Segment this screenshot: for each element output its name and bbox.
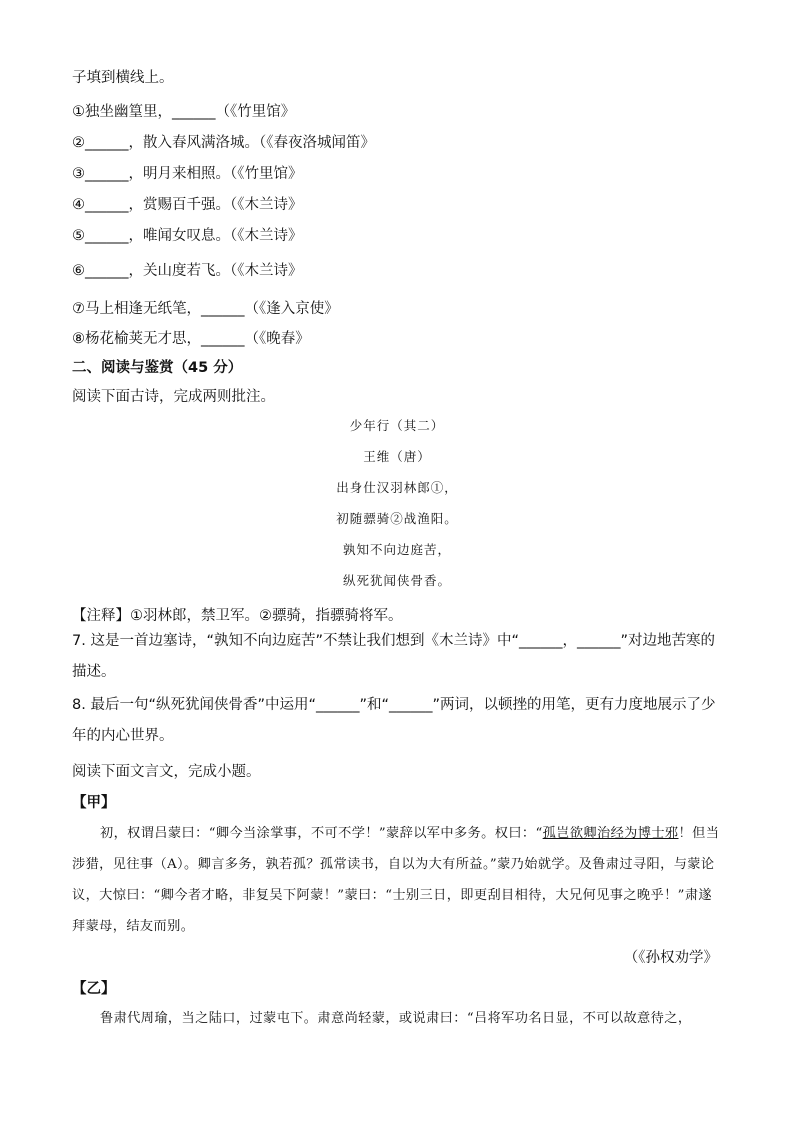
fill-item-2: ②______，散入春风满洛城。（《春夜洛城闻笛》 [72,135,375,151]
jia-source: （《孙权劝学》 [623,950,718,966]
poem-author: 王维（唐） [363,449,431,464]
poem-line-4: 纵死犹闻侠骨香。 [342,573,451,588]
fill-item-3: ③______，明月来相照。（《竹里馆》 [72,166,303,182]
jia-passage [72,818,722,942]
jia-text-a: 初，权谓吕蒙曰：“卿今当涂掌事，不可不学！”蒙辞以军中多务。权曰：“ [100,826,543,841]
intro-tail: 子填到横线上。 [72,70,174,86]
question-8: 8. 最后一句“纵死犹闻侠骨香”中运用“______”和“______”两词，以顿挫的用笔，更有力度地展示了少年的内心世界。 [72,697,716,744]
poem-title: 少年行（其二） [349,418,445,433]
fill-item-5: ⑤______，唯闻女叹息。（《木兰诗》 [72,228,303,244]
fill-item-4: ④______，赏赐百千强。（《木兰诗》 [72,197,303,213]
yi-passage: 鲁肃代周瑜，当之陆口，过蒙屯下。肃意尚轻蒙，或说肃曰：“吕将军功名日显，不可以故意待之， [100,1011,692,1026]
jia-label: 【甲】 [72,795,116,811]
section-title: 二、阅读与鉴赏（45 分） [72,360,243,376]
jia-text-b: ！但当涉猎，见往事（A）。卿言多务，孰若孤？孤常读书，自以为大有所益。”蒙乃始就学。及鲁肃过寻阳，与蒙论议，大惊曰：“卿今者才略，非复吴下阿蒙！”蒙曰：“士别三日，即更刮目相待，大兄何见事之晚乎！”肃遂拜蒙母，结友而别。 [72,826,720,934]
fill-item-8: ⑧杨花榆荚无才思，______（《晚春》 [72,331,310,347]
jia-underlined-sentence: 孤岂欲卿治经为博士邪 [542,826,679,841]
poem-line-1: 出身仕汉羽林郎①， [336,480,458,495]
fill-item-1: ①独坐幽篁里，______（《竹里馆》 [72,104,296,120]
fill-item-6: ⑥______，关山度若飞。（《木兰诗》 [72,263,303,279]
section-instruction: 阅读下面古诗，完成两则批注。 [72,389,275,405]
poem-line-3: 孰知不向边庭苦， [342,542,451,557]
question-7: 7. 这是一首边塞诗，“孰知不向边庭苦”不禁让我们想到《木兰诗》中“______，______”对边地苦寒的描述。 [72,633,715,680]
poem-line-2: 初随骠骑②战渔阳。 [336,511,458,526]
yi-label: 【乙】 [72,981,116,997]
notes: 【注释】①羽林郎，禁卫军。②骠骑，指骠骑将军。 [72,608,403,624]
classical-instruction: 阅读下面文言文，完成小题。 [72,764,261,780]
fill-item-7: ⑦马上相逢无纸笔，______（《逢入京使》 [72,301,339,317]
